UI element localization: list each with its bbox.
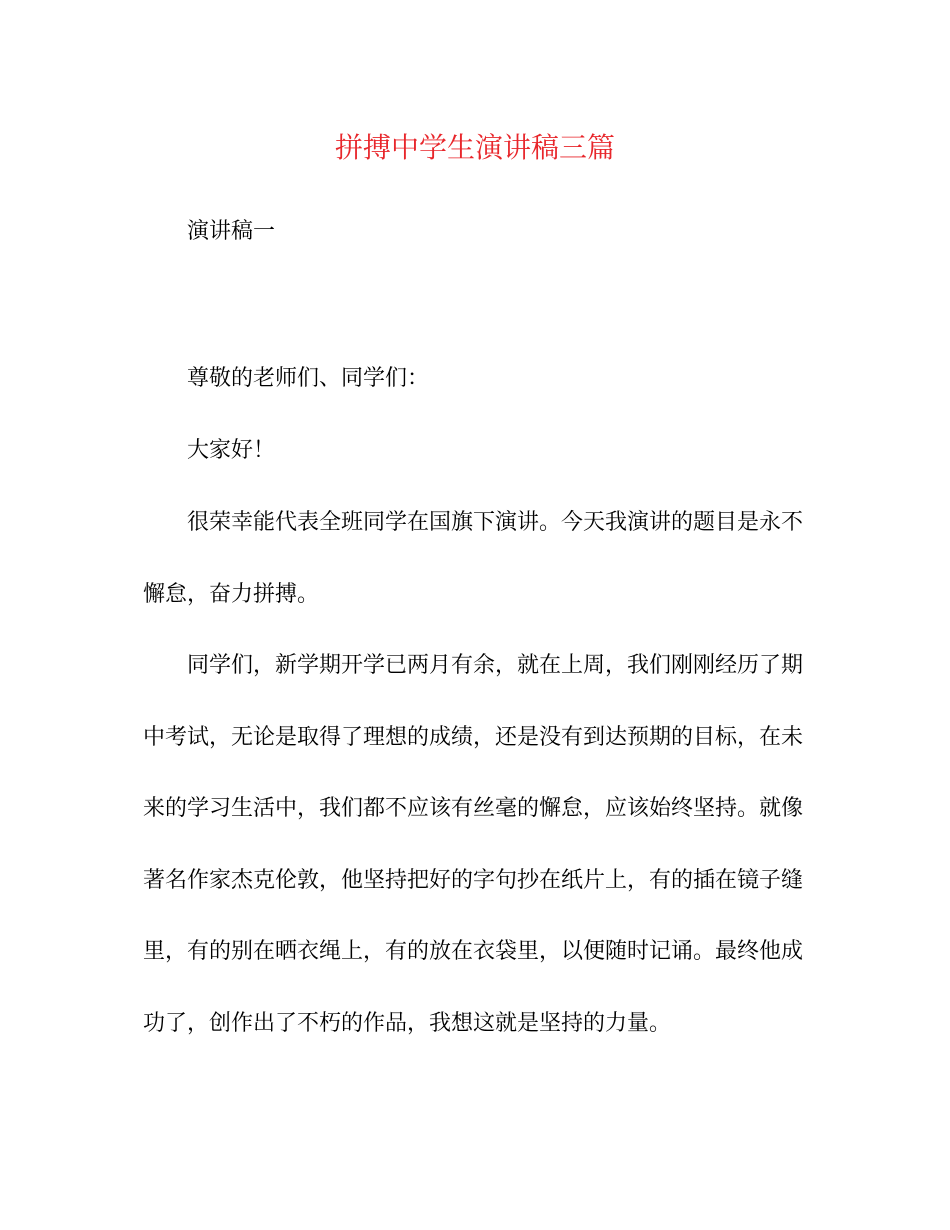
paragraph-1: 很荣幸能代表全班同学在国旗下演讲。今天我演讲的题目是永不懈怠，奋力拼搏。 — [143, 510, 804, 607]
section-heading: 演讲稿一 — [187, 219, 276, 244]
paragraph-2: 同学们，新学期开学已两月有余，就在上周，我们刚刚经历了期中考试，无论是取得了理想的成绩，还是没有到达预期的目标，在未来的学习生活中，我们都不应该有丝毫的懈怠，应该始终坚持。就像著名作家杰克伦敦，他坚持把好的字句抄在纸片上，有的插在镜子缝里，有的别在晒衣绳上，有的放在衣袋里，以便随时记诵。最终他成功了，创作出了不朽的作品，我想这就是坚持的力量。 — [143, 653, 804, 1036]
greeting: 大家好！ — [187, 438, 276, 463]
salutation: 尊敬的老师们、同学们： — [187, 366, 430, 391]
document-title: 拼搏中学生演讲稿三篇 — [334, 131, 615, 164]
